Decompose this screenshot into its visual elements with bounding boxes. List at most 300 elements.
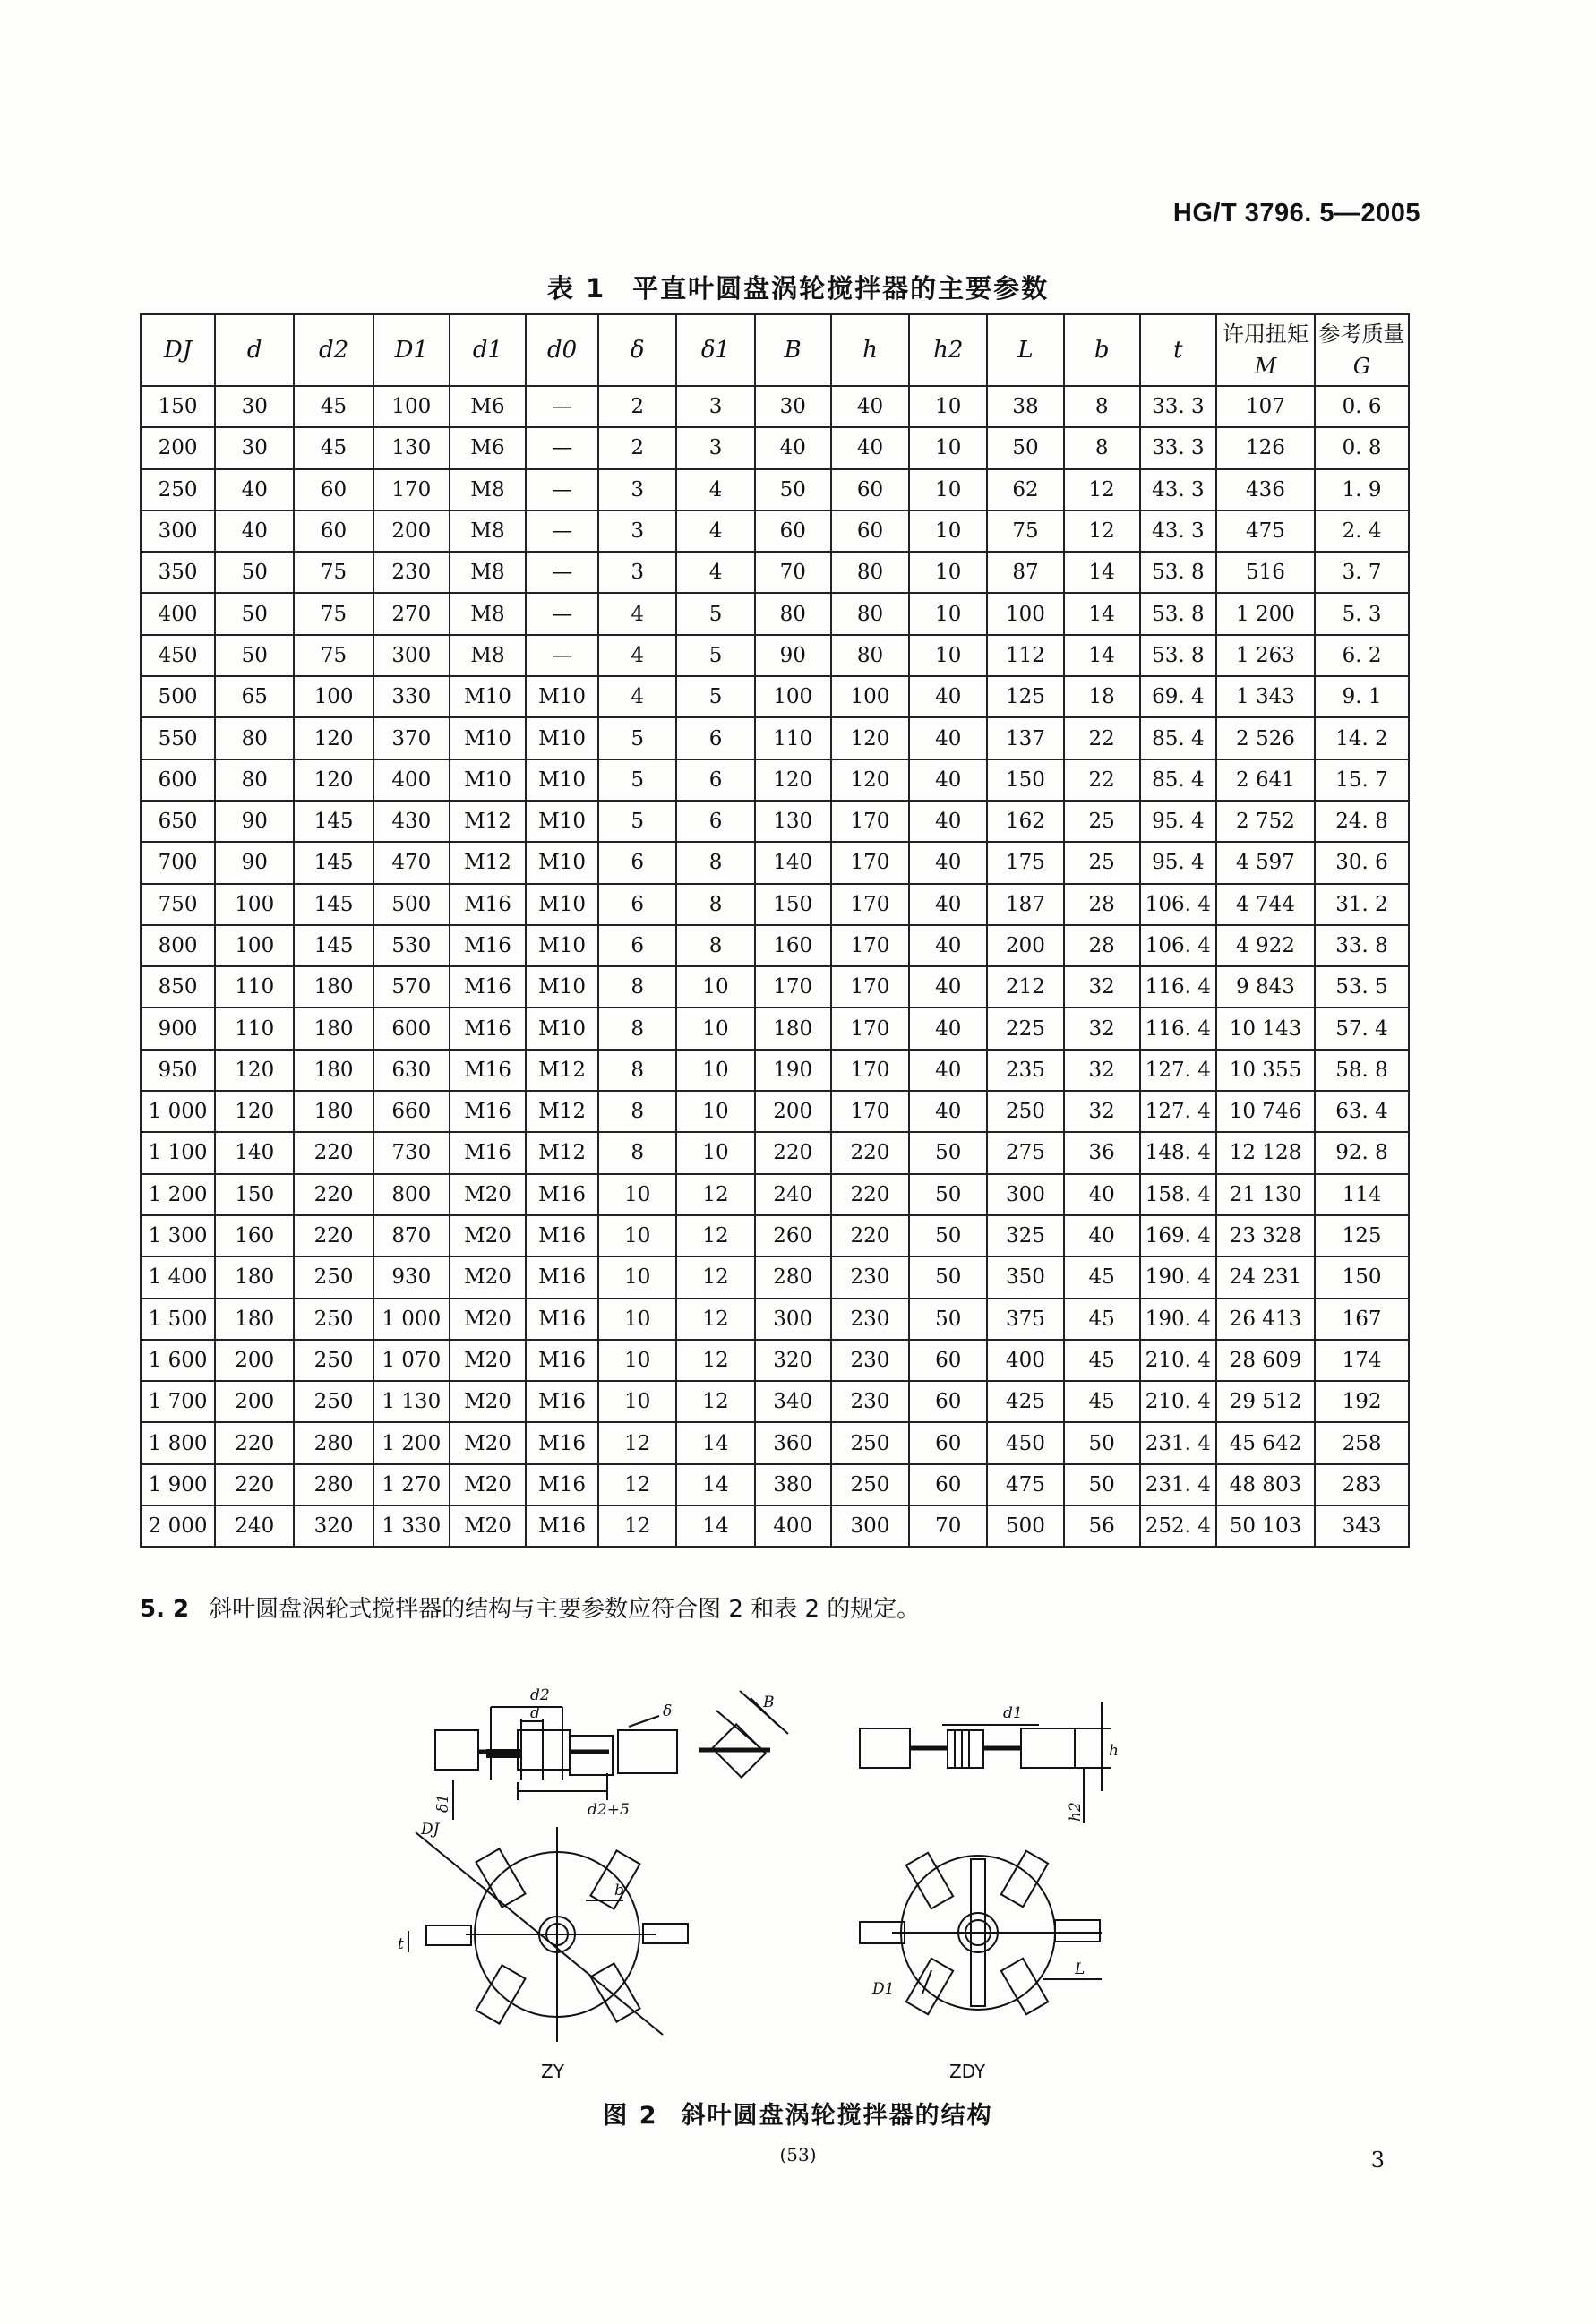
table-cell: 28 <box>1064 884 1140 925</box>
blade-section-view <box>699 1691 788 1778</box>
figure-caption-text: 斜叶圆盘涡轮搅拌器的结构 <box>681 2102 993 2130</box>
view-label-zy: ZY <box>541 2061 564 2078</box>
table-cell: 14 <box>1064 635 1140 676</box>
table-cell: 870 <box>373 1215 450 1256</box>
table-cell: 31. 2 <box>1315 884 1409 925</box>
table-cell: 50 <box>215 593 294 634</box>
table-cell: 10 <box>909 386 987 427</box>
table-row <box>141 1505 1409 1547</box>
table-cell: M12 <box>526 1050 598 1091</box>
table-cell: 500 <box>373 884 450 925</box>
table-cell: 150 <box>215 1174 294 1215</box>
table-cell: 900 <box>141 1008 215 1049</box>
table-cell: 8 <box>1064 386 1140 427</box>
table-cell: 0. 8 <box>1315 427 1409 468</box>
table-cell: M10 <box>450 676 526 717</box>
table-cell: 60 <box>909 1340 987 1381</box>
table-cell: 62 <box>987 469 1063 510</box>
table-cell: 130 <box>373 427 450 468</box>
table-cell: 40 <box>909 842 987 883</box>
table-cell: M16 <box>526 1422 598 1463</box>
table-cell: 187 <box>987 884 1063 925</box>
zy-top-view <box>408 1827 688 2042</box>
table-cell: 106. 4 <box>1140 884 1216 925</box>
table-cell: 14. 2 <box>1315 717 1409 759</box>
table-cell: 80 <box>215 759 294 801</box>
table-row <box>141 1256 1409 1298</box>
table-cell: 200 <box>755 1091 831 1132</box>
table-cell: 4 <box>676 552 754 593</box>
table-cell: 112 <box>987 635 1063 676</box>
table-cell: 6 <box>676 717 754 759</box>
table-cell: 650 <box>141 801 215 842</box>
table-cell: 40 <box>909 966 987 1008</box>
table-cell: 2 <box>598 427 676 468</box>
table-cell: 200 <box>215 1340 294 1381</box>
table-cell: 125 <box>1315 1215 1409 1256</box>
table-cell: — <box>526 635 598 676</box>
table-row <box>141 1132 1409 1173</box>
table-cell: M12 <box>450 801 526 842</box>
table-cell: 116. 4 <box>1140 1008 1216 1049</box>
table-cell: 250 <box>294 1299 373 1340</box>
table-cell: M10 <box>526 801 598 842</box>
page-number-center: (53) <box>779 2144 817 2165</box>
table-cell: 180 <box>755 1008 831 1049</box>
table-cell: 95. 4 <box>1140 842 1216 883</box>
table-row <box>141 427 1409 468</box>
table-cell: 425 <box>987 1381 1063 1422</box>
table-cell: M12 <box>450 842 526 883</box>
table-cell: 300 <box>831 1505 909 1547</box>
table-cell: 160 <box>755 925 831 966</box>
table-cell: 550 <box>141 717 215 759</box>
table-cell: 160 <box>215 1215 294 1256</box>
table-cell: 220 <box>215 1422 294 1463</box>
table-cell: 360 <box>755 1422 831 1463</box>
table-cell: M10 <box>526 759 598 801</box>
table-cell: 120 <box>215 1050 294 1091</box>
table-cell: 120 <box>831 759 909 801</box>
table-cell: 22 <box>1064 717 1140 759</box>
table-cell: 30 <box>215 427 294 468</box>
table-cell: 40 <box>215 510 294 552</box>
table-cell: 950 <box>141 1050 215 1091</box>
table-cell: 40 <box>909 717 987 759</box>
table-cell: 350 <box>987 1256 1063 1298</box>
table-cell: 45 <box>294 386 373 427</box>
table-cell: 300 <box>141 510 215 552</box>
table-cell: 50 <box>755 469 831 510</box>
header-8: δ1 <box>676 314 754 386</box>
table-cell: 3 <box>676 427 754 468</box>
table-cell: 33. 3 <box>1140 427 1216 468</box>
table-cell: 9 843 <box>1216 966 1315 1008</box>
table-cell: 100 <box>987 593 1063 634</box>
table-cell: M16 <box>450 1091 526 1132</box>
table-cell: 145 <box>294 884 373 925</box>
table-cell: 250 <box>294 1340 373 1381</box>
table-cell: M16 <box>450 1008 526 1049</box>
table-cell: 60 <box>294 510 373 552</box>
header-1: DJ <box>141 314 215 386</box>
table-cell: 45 <box>1064 1381 1140 1422</box>
table-cell: 320 <box>294 1505 373 1547</box>
table-cell: 220 <box>294 1132 373 1173</box>
table-row <box>141 1340 1409 1381</box>
table-cell: 1 200 <box>1216 593 1315 634</box>
table-cell: 12 <box>1064 469 1140 510</box>
table-cell: 200 <box>373 510 450 552</box>
table-cell: 28 609 <box>1216 1340 1315 1381</box>
table-cell: 40 <box>831 427 909 468</box>
table-cell: 10 <box>909 635 987 676</box>
figure-2-drawing <box>394 1666 1218 2078</box>
table-cell: 33. 3 <box>1140 386 1216 427</box>
table-cell: 175 <box>987 842 1063 883</box>
table-cell: 3 <box>598 469 676 510</box>
table-cell: 38 <box>987 386 1063 427</box>
table-cell: 57. 4 <box>1315 1008 1409 1049</box>
table-cell: 6 <box>598 925 676 966</box>
table-row <box>141 925 1409 966</box>
table-cell: 250 <box>831 1422 909 1463</box>
table-cell: 80 <box>831 593 909 634</box>
table-cell: 40 <box>909 1050 987 1091</box>
table-cell: 220 <box>294 1215 373 1256</box>
table-cell: 110 <box>215 966 294 1008</box>
table-cell: 180 <box>294 1008 373 1049</box>
table-cell: 220 <box>831 1132 909 1173</box>
table-cell: — <box>526 510 598 552</box>
table-cell: 220 <box>294 1174 373 1215</box>
table-cell: 40 <box>755 427 831 468</box>
table-cell: 63. 4 <box>1315 1091 1409 1132</box>
table-cell: M20 <box>450 1422 526 1463</box>
table-cell: 600 <box>373 1008 450 1049</box>
table-cell: 1 330 <box>373 1505 450 1547</box>
table-cell: 10 746 <box>1216 1091 1315 1132</box>
table-cell: 50 <box>215 635 294 676</box>
table-cell: 10 <box>598 1256 676 1298</box>
table-cell: 180 <box>294 1050 373 1091</box>
table-cell: M10 <box>526 676 598 717</box>
table-row <box>141 386 1409 427</box>
table-cell: 53. 8 <box>1140 593 1216 634</box>
table-cell: 300 <box>987 1174 1063 1215</box>
table-row <box>141 593 1409 634</box>
table-cell: 170 <box>831 1091 909 1132</box>
table-cell: 130 <box>755 801 831 842</box>
table-cell: 180 <box>215 1299 294 1340</box>
table-cell: M10 <box>450 759 526 801</box>
table-cell: 125 <box>987 676 1063 717</box>
table-cell: 3 <box>598 510 676 552</box>
label-B: B <box>763 1694 775 1711</box>
table-row <box>141 1381 1409 1422</box>
table-cell: 12 <box>676 1381 754 1422</box>
table-cell: 258 <box>1315 1422 1409 1463</box>
table-row <box>141 842 1409 883</box>
table-cell: M16 <box>526 1464 598 1505</box>
table-cell: 40 <box>1064 1215 1140 1256</box>
table-cell: 5 <box>676 676 754 717</box>
table-cell: 9. 1 <box>1315 676 1409 717</box>
table-cell: 200 <box>215 1381 294 1422</box>
label-L: L <box>1075 1960 1085 1978</box>
table-cell: M20 <box>450 1174 526 1215</box>
label-D1: D1 <box>872 1980 895 1998</box>
table-cell: 148. 4 <box>1140 1132 1216 1173</box>
table-cell: 8 <box>676 884 754 925</box>
table-cell: 85. 4 <box>1140 759 1216 801</box>
table-cell: M16 <box>526 1299 598 1340</box>
table-cell: M8 <box>450 635 526 676</box>
table-cell: 5 <box>676 635 754 676</box>
table-cell: 231. 4 <box>1140 1422 1216 1463</box>
table-cell: 10 <box>598 1299 676 1340</box>
table-cell: 220 <box>215 1464 294 1505</box>
table-cell: 36 <box>1064 1132 1140 1173</box>
table-cell: 280 <box>294 1422 373 1463</box>
table-cell: 45 642 <box>1216 1422 1315 1463</box>
table-cell: 700 <box>141 842 215 883</box>
table-cell: 60 <box>831 510 909 552</box>
table-cell: 170 <box>831 842 909 883</box>
table-cell: 170 <box>831 801 909 842</box>
table-cell: 110 <box>215 1008 294 1049</box>
table-cell: 10 <box>676 1050 754 1091</box>
table-cell: 32 <box>1064 966 1140 1008</box>
table-cell: 230 <box>831 1381 909 1422</box>
table-cell: 80 <box>755 593 831 634</box>
table-cell: 240 <box>755 1174 831 1215</box>
table-cell: 40 <box>909 1091 987 1132</box>
table-cell: 1 900 <box>141 1464 215 1505</box>
table-cell: 70 <box>755 552 831 593</box>
table-cell: 1 800 <box>141 1422 215 1463</box>
table-cell: 80 <box>215 717 294 759</box>
table-cell: 343 <box>1315 1505 1409 1547</box>
table-cell: M10 <box>526 1008 598 1049</box>
table-cell: 140 <box>755 842 831 883</box>
table-cell: 56 <box>1064 1505 1140 1547</box>
header-mass: 参考质量 G <box>1315 314 1409 386</box>
table-row <box>141 1464 1409 1505</box>
table-cell: 150 <box>755 884 831 925</box>
table-row <box>141 469 1409 510</box>
figure-number: 图 2 <box>603 2102 658 2130</box>
table-cell: 53. 5 <box>1315 966 1409 1008</box>
table-cell: M16 <box>450 1050 526 1091</box>
table-cell: M20 <box>450 1381 526 1422</box>
table-cell: 210. 4 <box>1140 1381 1216 1422</box>
table-cell: 12 128 <box>1216 1132 1315 1173</box>
table-cell: 400 <box>373 759 450 801</box>
table-row <box>141 635 1409 676</box>
clause-5-2 <box>140 1591 920 1624</box>
table-cell: 120 <box>294 717 373 759</box>
table-cell: M20 <box>450 1299 526 1340</box>
table-cell: 430 <box>373 801 450 842</box>
table-cell: 29 512 <box>1216 1381 1315 1422</box>
table-cell: 4 744 <box>1216 884 1315 925</box>
table-cell: 60 <box>909 1422 987 1463</box>
table-cell: 32 <box>1064 1091 1140 1132</box>
table-cell: 1. 9 <box>1315 469 1409 510</box>
table-cell: 212 <box>987 966 1063 1008</box>
table-cell: 1 400 <box>141 1256 215 1298</box>
table-cell: 30. 6 <box>1315 842 1409 883</box>
table-cell: M10 <box>526 842 598 883</box>
table-cell: 10 <box>676 1008 754 1049</box>
table-cell: 1 100 <box>141 1132 215 1173</box>
table-cell: 60 <box>755 510 831 552</box>
table-row <box>141 1174 1409 1215</box>
table-cell: 158. 4 <box>1140 1174 1216 1215</box>
table-cell: 10 <box>598 1174 676 1215</box>
table-cell: M16 <box>450 925 526 966</box>
table-cell: 40 <box>909 925 987 966</box>
table-cell: 12 <box>676 1340 754 1381</box>
table-cell: 60 <box>909 1464 987 1505</box>
standard-code: HG/T 3796. 5—2005 <box>1172 199 1420 227</box>
table-cell: 127. 4 <box>1140 1050 1216 1091</box>
table-cell: 380 <box>755 1464 831 1505</box>
table-cell: 145 <box>294 842 373 883</box>
table-cell: 120 <box>294 759 373 801</box>
table-cell: 400 <box>987 1340 1063 1381</box>
table-cell: 10 <box>676 1091 754 1132</box>
table-cell: 10 <box>909 427 987 468</box>
table-cell: 10 355 <box>1216 1050 1315 1091</box>
table-cell: 320 <box>755 1340 831 1381</box>
table-row <box>141 1299 1409 1340</box>
table-cell: 40 <box>831 386 909 427</box>
table-cell: 180 <box>294 1091 373 1132</box>
label-delta: δ <box>663 1702 673 1720</box>
table-cell: 250 <box>831 1464 909 1505</box>
label-Dj: DJ <box>421 1821 440 1839</box>
table-cell: 50 <box>909 1256 987 1298</box>
table-cell: 75 <box>987 510 1063 552</box>
label-t: t <box>398 1935 404 1953</box>
table-cell: M16 <box>526 1174 598 1215</box>
table-cell: M20 <box>450 1340 526 1381</box>
table-cell: 137 <box>987 717 1063 759</box>
table-cell: 100 <box>373 386 450 427</box>
table-cell: 200 <box>141 427 215 468</box>
table-cell: 1 300 <box>141 1215 215 1256</box>
header-7: δ <box>598 314 676 386</box>
table-cell: 120 <box>215 1091 294 1132</box>
header-5: d1 <box>450 314 526 386</box>
table-cell: 260 <box>755 1215 831 1256</box>
table-cell: — <box>526 552 598 593</box>
table-cell: 127. 4 <box>1140 1091 1216 1132</box>
table-body <box>141 386 1409 1547</box>
table-cell: 50 <box>987 427 1063 468</box>
table-cell: 300 <box>373 635 450 676</box>
table-cell: M16 <box>526 1505 598 1547</box>
zy-side-view <box>435 1707 677 1820</box>
table-cell: 8 <box>598 966 676 1008</box>
header-13: b <box>1064 314 1140 386</box>
table-row <box>141 1008 1409 1049</box>
table-cell: 6 <box>676 801 754 842</box>
table-cell: 8 <box>1064 427 1140 468</box>
table-cell: 50 <box>909 1215 987 1256</box>
table-cell: 800 <box>141 925 215 966</box>
table-cell: 170 <box>831 1050 909 1091</box>
table-cell: 145 <box>294 801 373 842</box>
table-cell: 300 <box>755 1299 831 1340</box>
table-cell: 8 <box>598 1132 676 1173</box>
table-cell: 1 000 <box>373 1299 450 1340</box>
table-cell: 100 <box>215 925 294 966</box>
table-cell: M20 <box>450 1505 526 1547</box>
table-cell: 4 597 <box>1216 842 1315 883</box>
table-cell: 10 <box>909 552 987 593</box>
table-row <box>141 1050 1409 1091</box>
table-cell: 235 <box>987 1050 1063 1091</box>
table-cell: 330 <box>373 676 450 717</box>
table-cell: 50 <box>215 552 294 593</box>
table-cell: 6 <box>598 842 676 883</box>
table-row <box>141 552 1409 593</box>
table-title <box>0 269 1596 305</box>
table-cell: 12 <box>676 1215 754 1256</box>
table-cell: 23 328 <box>1216 1215 1315 1256</box>
label-d2-plus-5: d2+5 <box>588 1801 630 1819</box>
table-cell: 40 <box>909 801 987 842</box>
table-cell: M16 <box>526 1256 598 1298</box>
table-cell: 32 <box>1064 1050 1140 1091</box>
header-3: d2 <box>294 314 373 386</box>
table-cell: M16 <box>450 884 526 925</box>
header-14: t <box>1140 314 1216 386</box>
table-cell: 60 <box>294 469 373 510</box>
table-cell: 8 <box>598 1091 676 1132</box>
table-cell: 6 <box>676 759 754 801</box>
table-cell: 270 <box>373 593 450 634</box>
table-cell: 120 <box>755 759 831 801</box>
table-cell: 660 <box>373 1091 450 1132</box>
table-cell: 3 <box>598 552 676 593</box>
table-cell: 12 <box>676 1299 754 1340</box>
table-cell: 33. 8 <box>1315 925 1409 966</box>
table-cell: 230 <box>373 552 450 593</box>
table-cell: 180 <box>215 1256 294 1298</box>
label-d: d <box>530 1704 540 1722</box>
table-cell: 500 <box>987 1505 1063 1547</box>
table-cell: 170 <box>755 966 831 1008</box>
table-cell: 25 <box>1064 842 1140 883</box>
table-cell: 30 <box>755 386 831 427</box>
table-cell: 92. 8 <box>1315 1132 1409 1173</box>
table-cell: 1 200 <box>141 1174 215 1215</box>
table-cell: M8 <box>450 552 526 593</box>
table-cell: M16 <box>526 1215 598 1256</box>
table-cell: — <box>526 593 598 634</box>
table-cell: 85. 4 <box>1140 717 1216 759</box>
table-cell: 14 <box>676 1422 754 1463</box>
header-2: d <box>215 314 294 386</box>
table-row <box>141 966 1409 1008</box>
table-cell: 50 103 <box>1216 1505 1315 1547</box>
table-cell: 190 <box>755 1050 831 1091</box>
table-cell: 10 <box>909 510 987 552</box>
